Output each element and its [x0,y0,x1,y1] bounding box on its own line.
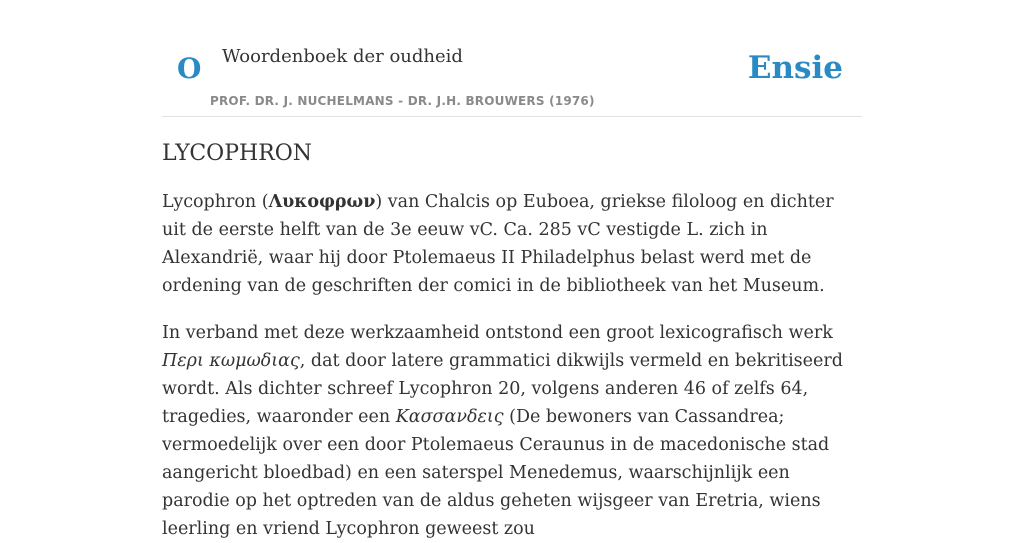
page-header [162,0,862,117]
paragraph-text: ) van Chalcis op Euboea, griekse filoloog en dichter uit de eerste helft van de 3e eeuw vC. Ca. 285 vC vestigde L. zich in Alexandrië, waar hij door Ptolemaeus II Philadelphus belast werd met de ordening van de geschriften der comici in de bibliotheek van het Museum. [162,192,834,296]
greek-name: Λυκοφρων [268,192,376,212]
greek-work-title: Κασσανδεις [395,407,504,427]
entry-title: LYCOPHRON [162,141,313,166]
paragraph-text: In verband met deze werkzaamheid ontstond een groot lexicografisch werk [162,323,833,343]
article-paragraph-1 [162,188,862,300]
paragraph-text: Lycophron ( [162,192,269,212]
paragraph-text: (De bewoners van Cassandrea; vermoedelijk over een door Ptolemaeus Ceraunus in de macedonische stad aangericht bloedbad) en een saterspel Menedemus, waarschijnlijk een parodie op het optreden van de aldus geheten wijsgeer van Eretria, wiens leerling en vriend Lycophron geweest zou [162,407,830,539]
paragraph-text: , dat door latere grammatici dikwijls vermeld en bekritiseerd wordt. Als dichter schreef Lycophron 20, volgens anderen 46 of zelfs 64, tragedies, waaronder een [162,351,843,427]
article-paragraph-2 [162,319,862,543]
book-authors: PROF. DR. J. NUCHELMANS - DR. J.H. BROUWERS (1976) [210,94,595,108]
ensie-brand-logo[interactable]: Ensie [747,50,843,86]
greek-work-title: Περι κωμωδιας [162,351,300,371]
article [162,138,862,543]
book-title[interactable]: Woordenboek der oudheid [222,46,463,67]
book-logo-link[interactable]: O [177,52,202,85]
